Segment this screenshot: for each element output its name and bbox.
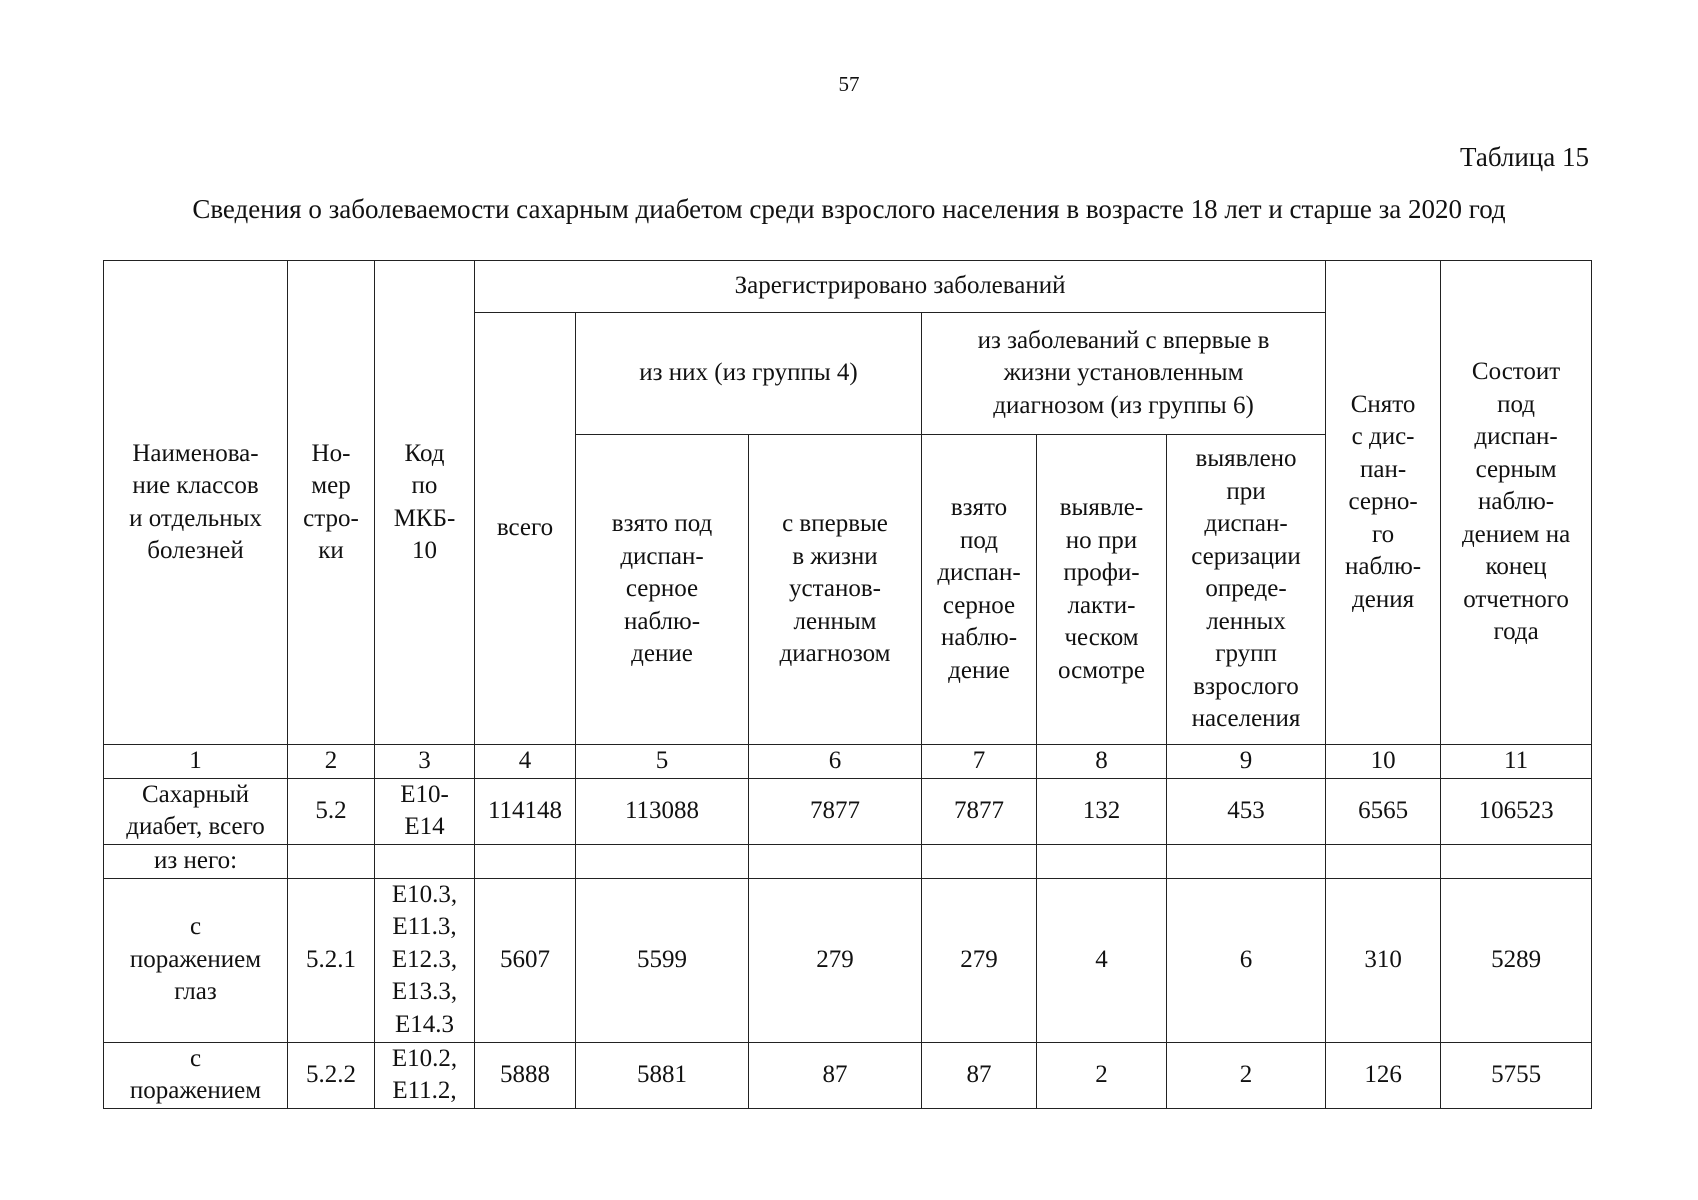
cell-value: 279 — [922, 878, 1037, 1042]
cell-value: 87 — [749, 1042, 922, 1108]
column-number: 3 — [375, 745, 475, 779]
row-icd-code: E10.3, E11.3, E12.3, E13.3, E14.3 — [375, 878, 475, 1042]
header-dispanserization: выявлено при диспан- серизации опреде- ленных групп взрослого населения — [1167, 435, 1326, 745]
cell-value — [1167, 844, 1326, 878]
header-of-them-group4: из них (из группы 4) — [576, 313, 922, 435]
cell-value: 6565 — [1326, 778, 1441, 844]
header-registered: Зарегистрировано заболеваний — [475, 261, 1326, 313]
row-icd-code — [375, 844, 475, 878]
row-number: 5.2.1 — [288, 878, 375, 1042]
cell-value — [1441, 844, 1592, 878]
header-icd-code: Код по МКБ- 10 — [375, 261, 475, 745]
column-number: 4 — [475, 745, 576, 779]
column-numbers-row — [104, 745, 1592, 779]
column-number: 6 — [749, 745, 922, 779]
table-label: Таблица 15 — [1460, 142, 1589, 172]
page-number: 57 — [838, 72, 860, 96]
cell-total — [475, 844, 576, 878]
row-number — [288, 844, 375, 878]
table-row — [104, 778, 1592, 844]
cell-value: 310 — [1326, 878, 1441, 1042]
header-removed: Снято с дис- пан- серно- го наблю- дения — [1326, 261, 1441, 745]
row-number: 5.2.2 — [288, 1042, 375, 1108]
cell-value — [576, 844, 749, 878]
header-preventive-exam: выявле- но при профи- лакти- ческом осмотре — [1037, 435, 1167, 745]
header-row-number: Но- мер стро- ки — [288, 261, 375, 745]
cell-value: 132 — [1037, 778, 1167, 844]
row-icd-code: E10- E14 — [375, 778, 475, 844]
column-number: 2 — [288, 745, 375, 779]
cell-value: 279 — [749, 878, 922, 1042]
column-number: 11 — [1441, 745, 1592, 779]
row-name: Сахарный диабет, всего — [104, 778, 288, 844]
cell-value: 5289 — [1441, 878, 1592, 1042]
header-name: Наименова- ние классов и отдельных болезней — [104, 261, 288, 745]
cell-value: 6 — [1167, 878, 1326, 1042]
header-first-time-diagnosis: с впервые в жизни установ- ленным диагнозом — [749, 435, 922, 745]
header-under-observation-end: Состоит под диспан- серным наблю- дением на конец отчетного года — [1441, 261, 1592, 745]
row-icd-code: E10.2, E11.2, — [375, 1042, 475, 1108]
cell-value: 4 — [1037, 878, 1167, 1042]
table-title: Сведения о заболеваемости сахарным диабетом среди взрослого населения в возрасте 18 лет и старше за 2020 год — [192, 194, 1506, 224]
column-number: 10 — [1326, 745, 1441, 779]
cell-value — [1326, 844, 1441, 878]
cell-value: 5881 — [576, 1042, 749, 1108]
cell-total: 114148 — [475, 778, 576, 844]
row-number: 5.2 — [288, 778, 375, 844]
header-first-time-group6: из заболеваний с впервые в жизни установленным диагнозом (из группы 6) — [922, 313, 1326, 435]
row-name: с поражением — [104, 1042, 288, 1108]
column-number: 5 — [576, 745, 749, 779]
table-row — [104, 844, 1592, 878]
cell-value: 5755 — [1441, 1042, 1592, 1108]
morbidity-table — [103, 260, 1592, 1109]
column-number: 9 — [1167, 745, 1326, 779]
row-name: с поражением глаз — [104, 878, 288, 1042]
cell-value: 2 — [1167, 1042, 1326, 1108]
table-row — [104, 878, 1592, 1042]
cell-value — [922, 844, 1037, 878]
cell-value: 7877 — [749, 778, 922, 844]
column-number: 7 — [922, 745, 1037, 779]
cell-value: 106523 — [1441, 778, 1592, 844]
cell-value: 2 — [1037, 1042, 1167, 1108]
cell-value: 453 — [1167, 778, 1326, 844]
header-taken-under-observation-2: взято под диспан- серное наблю- дение — [922, 435, 1037, 745]
cell-value — [1037, 844, 1167, 878]
column-number: 1 — [104, 745, 288, 779]
table-row — [104, 1042, 1592, 1108]
cell-value: 113088 — [576, 778, 749, 844]
cell-value: 87 — [922, 1042, 1037, 1108]
cell-value: 7877 — [922, 778, 1037, 844]
header-total: всего — [475, 313, 576, 745]
cell-value: 126 — [1326, 1042, 1441, 1108]
cell-value — [749, 844, 922, 878]
cell-total: 5607 — [475, 878, 576, 1042]
header-taken-under-observation: взято под диспан- серное наблю- дение — [576, 435, 749, 745]
cell-total: 5888 — [475, 1042, 576, 1108]
column-number: 8 — [1037, 745, 1167, 779]
row-name: из него: — [104, 844, 288, 878]
cell-value: 5599 — [576, 878, 749, 1042]
